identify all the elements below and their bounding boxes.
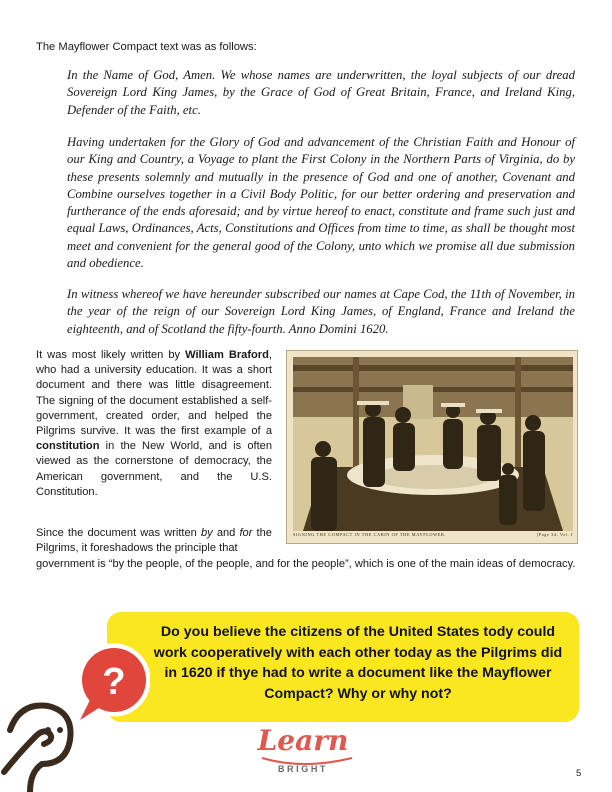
author-paragraph: It was most likely written by William Braford, who had a university education. It was a short document and there was little disagreement. The signing of the document established a self-government, created order, and helped the Pilgrims survive. It was the first example of a constitution in the New World, and is often viewed as the cornerstone of democracy, the American government, and the U.S. Constitution. [36, 349, 272, 498]
democracy-paragraph-last-line: government is “by the people, of the people, and for the people”, which is one of the main ideas of democracy. [36, 558, 576, 570]
svg-text:?: ? [102, 661, 126, 703]
question-bubble-icon [79, 645, 149, 720]
page-number: 5 [576, 768, 582, 779]
compact-quote-paragraph-3: In witness whereof we have hereunder subscribed our names at Cape Cod, the 11th of November, in the year of the reign of our Sovereign Lord King James, of England, France and Ireland the eighteenth, and of Scotland the fifty-fourth. Anno Domini 1620. [67, 287, 575, 336]
democracy-paragraph: Since the document was written by and for the Pilgrims, it foreshadows the principle that [36, 527, 272, 555]
constitution-term: constitution [36, 440, 100, 453]
author-name: William Braford [185, 349, 269, 361]
mayflower-compact-illustration [286, 350, 578, 544]
intro-text: The Mayflower Compact text was as follows: [36, 41, 257, 53]
engraving-image [293, 357, 573, 531]
logo-word: Learn [257, 724, 349, 757]
logo-subtitle: BRIGHT [277, 764, 329, 774]
illustration-caption: SIGNING THE COMPACT IN THE CABIN OF THE MAYFLOWER. [Page 34, Vol. I [293, 532, 573, 537]
compact-quote-paragraph-1: In the Name of God, Amen. We whose names are underwritten, the loyal subjects of our dread Sovereign Lord King James, by the Grace of God of Great Britain, France, and Ireland King, Defender of the Faith, etc. [67, 68, 575, 117]
discussion-question: Do you believe the citizens of the United States tody could work cooperatively with each other today as the Pilgrims did in 1620 if thye had to write a document like the Mayflower Compact? Why or why not? [153, 624, 563, 702]
compact-quote-paragraph-2: Having undertaken for the Glory of God and advancement of the Christian Faith and Honour of our King and Country, a Voyage to plant the First Colony in the Northern Parts of Virginia, do by these presents solemnly and mutually in the presence of God and one of another, Covenant and Combine ourselves together in a Civil Body Politic, for our better ordering and preservation and furtherance of the ends aforesaid; and by virtue hereof to enact, constitute and frame such just and equal Laws, Ordinances, Acts, Constitutions and Offices from time to time, as shall be thought most meet and convenient for the general good of the Colony, unto which we promise all due submission and obedience. [67, 135, 575, 271]
